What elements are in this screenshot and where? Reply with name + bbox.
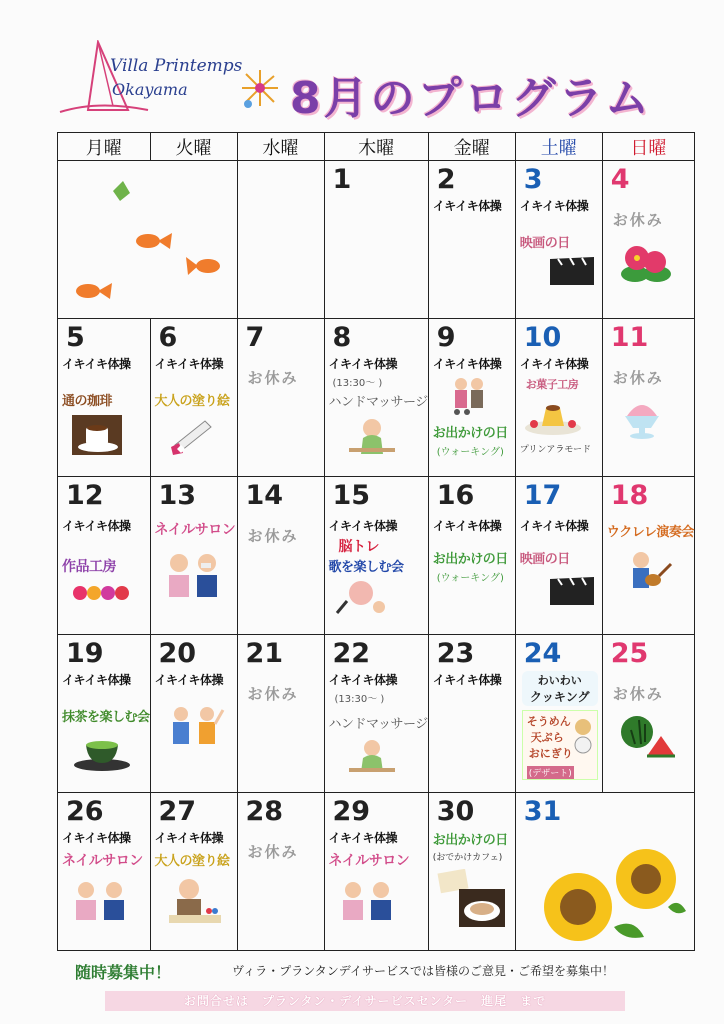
watermelon-icon	[617, 710, 677, 760]
rest-label: お休み	[612, 685, 664, 703]
coffee-cup-icon	[72, 415, 122, 455]
weekday-thu: 木曜	[324, 133, 428, 161]
day-cell-24	[515, 635, 602, 793]
event-label: お出かけの日	[432, 426, 508, 441]
exercise-label: イキイキ体操	[432, 519, 502, 533]
hand-massage-icon	[347, 416, 397, 456]
day-cell-21	[237, 635, 324, 793]
exercise-label: イキイキ体操	[328, 519, 398, 533]
coloring-grandpa-icon	[165, 877, 225, 927]
exercise-label: イキイキ体操	[62, 357, 131, 371]
flowers-icon	[72, 582, 132, 604]
day-number: 30	[436, 796, 475, 827]
sunflower-icon	[518, 837, 688, 947]
day-number: 21	[245, 638, 284, 669]
time-label: (13:30～ )	[334, 694, 385, 705]
menu-item: そうめん	[526, 715, 571, 728]
time-label: (13:30～ )	[332, 378, 383, 389]
day-number: 23	[436, 638, 475, 669]
day-cell-18	[602, 477, 694, 635]
exercise-label: イキイキ体操	[62, 519, 131, 533]
day-number: 18	[610, 480, 649, 511]
day-number: 12	[66, 480, 104, 511]
cafe-latte-icon	[437, 869, 507, 929]
event-label: お出かけの日	[432, 833, 508, 848]
cooking-label-2: クッキング	[529, 690, 590, 704]
week-row-1	[58, 161, 695, 319]
day-cell-10	[515, 319, 602, 477]
day-cell-26	[58, 793, 151, 951]
nail-salon-icon	[339, 878, 395, 922]
recruit-heading: 随時募集中！	[75, 963, 172, 982]
event-sublabel: (おでかけカフェ)	[432, 853, 503, 863]
event-sublabel: (ウォーキング)	[436, 573, 504, 584]
menu-item: (デザート)	[527, 766, 574, 779]
day-cell-13	[150, 477, 237, 635]
day-number: 4	[610, 164, 630, 195]
nail-salon-icon	[165, 549, 221, 599]
day-cell-14	[237, 477, 324, 635]
rest-label: お休み	[247, 843, 299, 861]
day-cell-20	[150, 635, 237, 793]
exercise-label: イキイキ体操	[328, 357, 398, 371]
day-cell-4	[602, 161, 694, 319]
event-sublabel: プリンアラモード	[519, 445, 592, 455]
nail-salon-icon	[72, 878, 128, 922]
weekday-fri: 金曜	[428, 133, 515, 161]
day-cell-12	[58, 477, 151, 635]
day-cell-27	[150, 793, 237, 951]
day-cell-empty	[237, 161, 324, 319]
weekday-mon: 月曜	[58, 133, 151, 161]
exercise-label: イキイキ体操	[62, 673, 131, 687]
event-label: 作品工房	[62, 559, 116, 575]
day-number: 2	[436, 164, 456, 195]
exercise-label: イキイキ体操	[432, 357, 502, 371]
event-label: 通の珈琲	[62, 394, 113, 409]
pudding-icon	[522, 396, 584, 436]
page-title: 8月のプログラム	[290, 73, 653, 124]
fireworks-icon	[238, 66, 282, 110]
day-number: 31	[523, 796, 562, 827]
event-label: 映画の日	[519, 552, 570, 567]
food-photo-icon	[571, 717, 595, 757]
day-number: 26	[66, 796, 104, 827]
day-number: 5	[66, 322, 85, 353]
event-label: ネイルサロン	[62, 853, 143, 869]
day-cell-1	[324, 161, 428, 319]
event-label: ウクレレ演奏会	[606, 525, 694, 540]
contact-text: お問合せは プランタン・デイサービスセンター 進尾 まで	[183, 994, 547, 1008]
day-number: 27	[158, 796, 197, 827]
exercise-label: イキイキ体操	[519, 357, 589, 371]
day-number: 28	[245, 796, 284, 827]
day-number: 22	[332, 638, 371, 669]
paint-tube-icon	[165, 415, 215, 455]
event-label: ハンドマッサージ	[328, 717, 428, 732]
day-number: 20	[158, 638, 197, 669]
day-number: 24	[523, 638, 562, 669]
day-number: 15	[332, 480, 371, 511]
day-number: 8	[332, 322, 352, 353]
day-number: 29	[332, 796, 371, 827]
ukulele-player-icon	[617, 550, 673, 596]
contact-banner	[105, 991, 625, 1011]
logo-text: Villa Printemps	[110, 56, 243, 76]
day-number: 16	[436, 480, 475, 511]
day-number: 25	[610, 638, 649, 669]
day-cell-9	[428, 319, 515, 477]
hibiscus-icon	[617, 236, 673, 286]
day-cell-28	[237, 793, 324, 951]
goldfish-icon	[58, 161, 228, 311]
weekday-sat: 土曜	[515, 133, 602, 161]
event-label: 大人の塗り絵	[154, 854, 230, 869]
matcha-bowl-icon	[72, 731, 132, 771]
day-cell-6	[150, 319, 237, 477]
day-cell-31	[515, 793, 694, 951]
event-label: 抹茶を楽しむ会	[62, 710, 150, 725]
event-label: ネイルサロン	[328, 853, 410, 869]
cooking-banner	[522, 671, 598, 706]
header	[0, 0, 724, 130]
clapperboard-icon	[550, 577, 594, 605]
day-cell-25	[602, 635, 694, 793]
event-label: 脳トレ	[338, 539, 380, 555]
menu-item: おにぎり	[528, 747, 573, 760]
recruit-note: ヴィラ・プランタンデイサービスでは皆様のご意見・ご希望を募集中！	[232, 964, 614, 978]
day-number: 19	[66, 638, 104, 669]
week-row-4	[58, 635, 695, 793]
event-label: 大人の塗り絵	[154, 394, 230, 409]
day-cell-22	[324, 635, 428, 793]
event-label: ネイルサロン	[154, 522, 236, 538]
rest-label: お休み	[612, 211, 664, 229]
weekday-sun: 日曜	[602, 133, 694, 161]
event-label: 映画の日	[519, 236, 570, 251]
day-cell-2	[428, 161, 515, 319]
shaved-ice-icon	[617, 394, 667, 440]
day-cell-3	[515, 161, 602, 319]
day-cell-17	[515, 477, 602, 635]
exercise-people-icon	[165, 704, 225, 756]
event-label: ハンドマッサージ	[328, 395, 428, 410]
rest-label: お休み	[247, 369, 299, 387]
goldfish-illustration-cell	[58, 161, 238, 319]
day-number: 3	[523, 164, 543, 195]
day-cell-29	[324, 793, 428, 951]
rest-label: お休み	[247, 527, 299, 545]
week-row-2	[58, 319, 695, 477]
elderly-couple-icon	[443, 376, 493, 416]
day-cell-11	[602, 319, 694, 477]
weekday-wed: 水曜	[237, 133, 324, 161]
exercise-label: イキイキ体操	[154, 831, 224, 845]
day-number: 1	[332, 164, 352, 195]
day-cell-8	[324, 319, 428, 477]
week-row-3	[58, 477, 695, 635]
exercise-label: イキイキ体操	[519, 199, 589, 213]
rest-label: お休み	[612, 369, 664, 387]
day-cell-15	[324, 477, 428, 635]
exercise-label: イキイキ体操	[154, 673, 224, 687]
day-cell-16	[428, 477, 515, 635]
day-number: 9	[436, 322, 456, 353]
logo-text-location: Okayama	[112, 80, 188, 99]
menu-item: 天ぷら	[530, 731, 564, 744]
day-number: 7	[245, 322, 265, 353]
exercise-label: イキイキ体操	[328, 673, 398, 687]
day-cell-30	[428, 793, 515, 951]
exercise-label: イキイキ体操	[519, 519, 589, 533]
week-row-5	[58, 793, 695, 951]
exercise-label: イキイキ体操	[432, 673, 502, 687]
day-number: 13	[158, 480, 197, 511]
cooking-label-1: わいわい	[537, 674, 582, 687]
exercise-label: イキイキ体操	[154, 357, 224, 371]
event-label: 歌を楽しむ会	[328, 560, 404, 575]
day-number: 6	[158, 322, 178, 353]
weekday-tue: 火曜	[150, 133, 237, 161]
clapperboard-icon	[550, 257, 594, 285]
day-cell-23	[428, 635, 515, 793]
day-number: 10	[523, 322, 562, 353]
singing-icon	[331, 577, 391, 617]
cooking-menu-card	[522, 710, 598, 780]
day-number: 11	[610, 322, 649, 353]
day-number: 17	[523, 480, 562, 511]
exercise-label: イキイキ体操	[328, 831, 398, 845]
weekday-header-row	[58, 133, 695, 161]
event-sublabel: (ウォーキング)	[436, 447, 504, 458]
day-cell-19	[58, 635, 151, 793]
rest-label: お休み	[247, 685, 299, 703]
event-label: お菓子工房	[525, 378, 579, 391]
hand-massage-icon	[347, 738, 397, 774]
event-label: お出かけの日	[432, 552, 508, 567]
day-number: 14	[245, 480, 284, 511]
exercise-label: イキイキ体操	[62, 831, 131, 845]
day-cell-7	[237, 319, 324, 477]
day-cell-5	[58, 319, 151, 477]
calendar-grid	[57, 132, 695, 951]
exercise-label: イキイキ体操	[432, 199, 502, 213]
